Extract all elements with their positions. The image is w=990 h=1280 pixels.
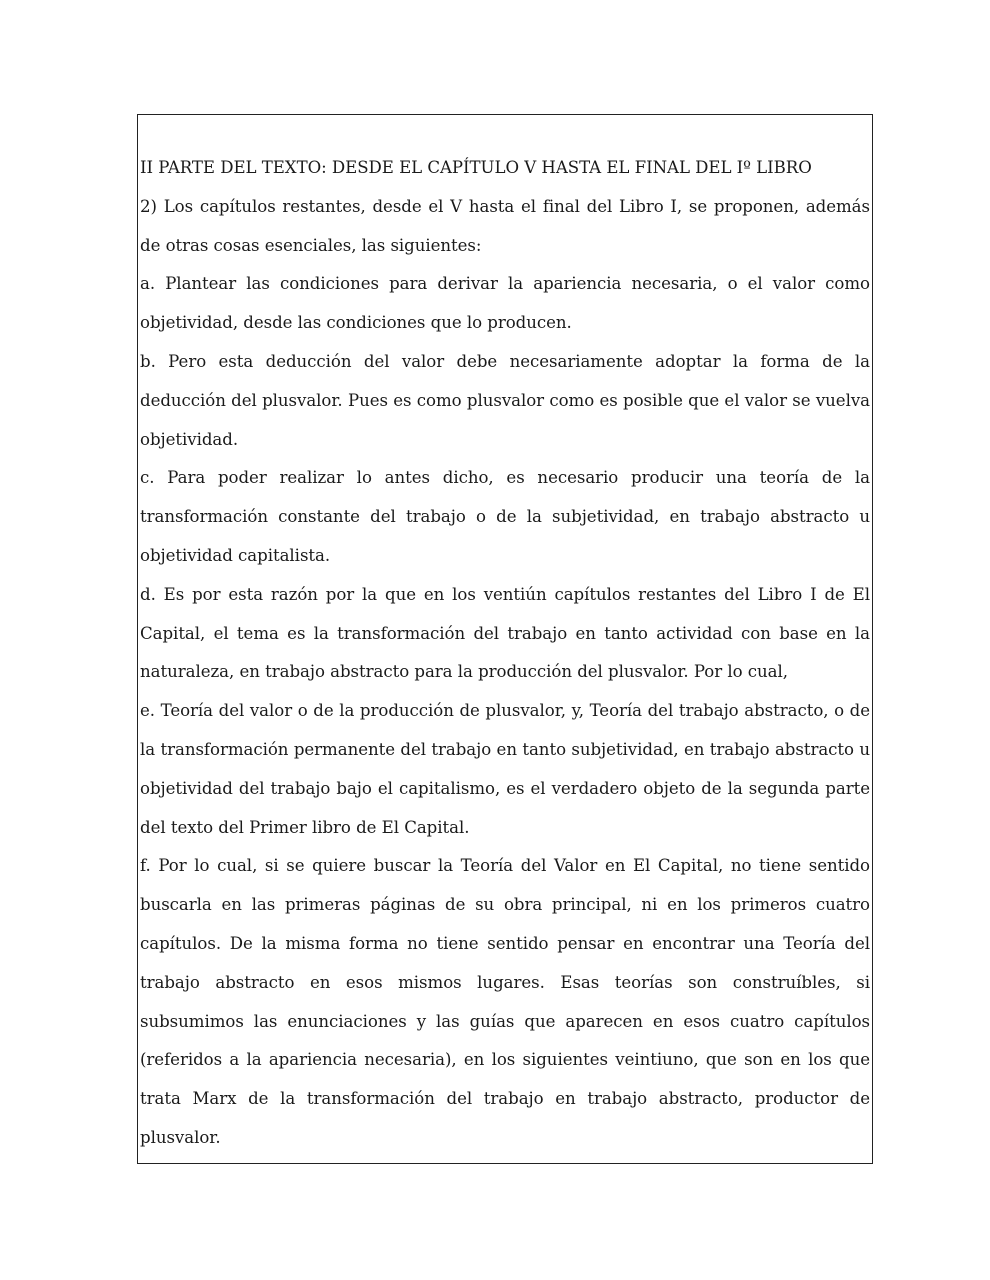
list-item-a: a. Plantear las condiciones para derivar la apariencia necesaria, o el valor como objetividad, desde las condiciones que lo producen.: [140, 274, 870, 333]
list-item-e: e. Teoría del valor o de la producción de plusvalor, y, Teoría del trabajo abstracto, o de la transformación permanente del trabajo en tanto subjetividad, en trabajo abstracto u objetividad del trabajo bajo el capitalismo, es el verdadero objeto de la segunda parte del texto del Primer libro de El Capital.: [140, 701, 870, 837]
intro-paragraph: 2) Los capítulos restantes, desde el V hasta el final del Libro I, se proponen, además de otras cosas esenciales, las siguientes:: [140, 196, 870, 255]
list-item-c: c. Para poder realizar lo antes dicho, es necesario producir una teoría de la transformación constante del trabajo o de la subjetividad, en trabajo abstracto u objetividad capitalista.: [140, 468, 870, 565]
section-heading: II PARTE DEL TEXTO: DESDE EL CAPÍTULO V HASTA EL FINAL DEL Iº LIBRO: [140, 158, 812, 177]
list-item-d: d. Es por esta razón por la que en los ventiún capítulos restantes del Libro I de El Capital, el tema es la transformación del trabajo en tanto actividad con base en la naturaleza, en trabajo abstracto para la producción del plusvalor. Por lo cual,: [140, 584, 870, 682]
body-text: [140, 149, 870, 1158]
list-item-f: f. Por lo cual, si se quiere buscar la Teoría del Valor en El Capital, no tiene sentido buscarla en las primeras páginas de su obra principal, ni en los primeros cuatro capítulos. De la misma forma no tiene sentido pensar en encontrar una Teoría del trabajo abstracto en esos mismos lugares. Esas teorías son construíbles, si subsumimos las enunciaciones y las guías que aparecen en esos cuatro capítulos (referidos a la apariencia necesaria), en los siguientes veintiuno, que son en los que trata Marx de la transformación del trabajo en trabajo abstracto, productor de plusvalor.: [140, 856, 870, 1147]
text-frame: [137, 114, 873, 1164]
list-item-b: b. Pero esta deducción del valor debe necesariamente adoptar la forma de la deducción del plusvalor. Pues es como plusvalor como es posible que el valor se vuelva objetividad.: [140, 351, 870, 449]
